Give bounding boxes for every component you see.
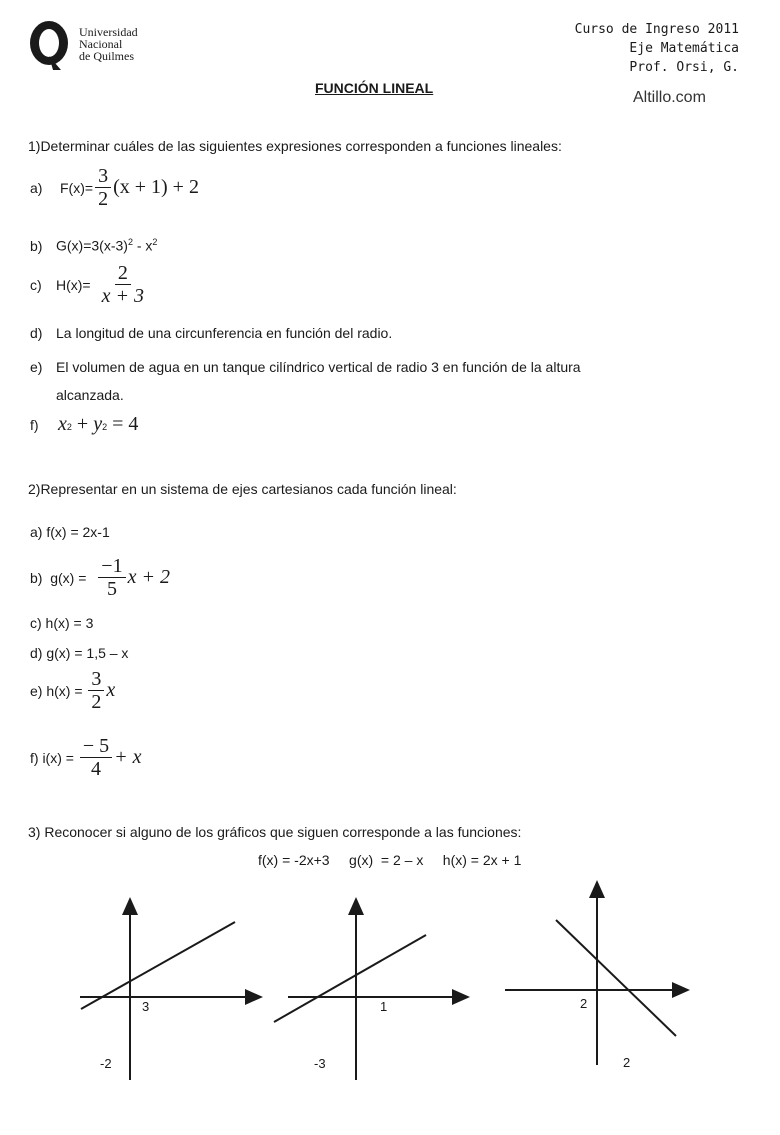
logo-line: de Quilmes <box>79 49 134 63</box>
q1-item-b <box>30 237 157 254</box>
q2-item-b <box>30 555 170 600</box>
var-y: y <box>93 413 103 435</box>
numerator: −1 <box>98 555 125 578</box>
numerator: 2 <box>115 262 131 285</box>
item-label: d) <box>30 325 43 341</box>
tick-label: -2 <box>100 1056 112 1071</box>
equals-four: = 4 <box>107 413 139 435</box>
tick-label: 3 <box>142 999 150 1014</box>
graph-2 <box>270 895 470 1085</box>
page-title: FUNCIÓN LINEAL <box>315 80 434 96</box>
exponent: 2 <box>127 237 133 247</box>
q2-prompt: 2)Representar en un sistema de ejes cartesianos cada función lineal: <box>28 481 457 497</box>
exponent: 2 <box>66 422 72 432</box>
fraction <box>80 735 112 780</box>
expr-rest: + x <box>114 746 142 768</box>
q2-item-d: d) g(x) = 1,5 – x <box>30 645 129 661</box>
professor-name: Prof. Orsi, G. <box>629 60 739 75</box>
logo-line: Universidad <box>79 25 138 39</box>
q1-item-f <box>30 413 138 436</box>
fraction <box>99 262 147 307</box>
q1-prompt: 1)Determinar cuáles de las siguientes expresiones corresponden a funciones lineales: <box>28 138 562 154</box>
item-label: c) <box>30 276 42 293</box>
q2-item-a: a) f(x) = 2x-1 <box>30 524 110 540</box>
fraction <box>98 555 125 600</box>
quilmes-logo-icon <box>27 18 73 73</box>
graph-1 <box>75 895 265 1085</box>
logo-line: Nacional <box>79 37 123 51</box>
item-text: El volumen de agua en un tanque cilíndrico vertical de radio 3 en función de la altura <box>56 359 581 375</box>
university-logo <box>27 18 177 73</box>
expr-rest: x + 2 <box>127 566 170 588</box>
denominator: 5 <box>106 578 117 600</box>
q3-prompt: 3) Reconocer si alguno de los gráficos que siguen corresponde a las funciones: <box>28 824 522 840</box>
q1-item-e <box>30 353 581 409</box>
expr-lhs: f) i(x) = <box>30 749 78 766</box>
expr-text: - x <box>132 237 153 254</box>
expr-lhs: F(x)= <box>60 179 94 196</box>
plus-sign: + <box>71 413 94 435</box>
item-label: a) <box>30 179 43 196</box>
function-line <box>556 920 676 1036</box>
tick-label: 2 <box>580 996 588 1011</box>
fraction <box>88 668 104 713</box>
expr-rest: x <box>106 679 116 701</box>
expr-rest: (x + 1) + 2 <box>113 176 199 198</box>
item-label: f) <box>30 417 39 433</box>
course-name: Curso de Ingreso 2011 <box>574 22 739 37</box>
q1-item-d <box>30 325 392 341</box>
denominator: x + 3 <box>101 285 144 307</box>
expr-lhs: e) h(x) = <box>30 682 87 699</box>
tick-label: 1 <box>380 999 388 1014</box>
q2-item-e <box>30 668 115 713</box>
numerator: 3 <box>88 668 104 691</box>
item-text: La longitud de una circunferencia en función del radio. <box>56 325 393 341</box>
subject-name: Eje Matemática <box>629 41 739 56</box>
exponent: 2 <box>102 422 108 432</box>
tick-label: -3 <box>314 1056 326 1071</box>
q1-item-a <box>30 165 199 210</box>
expr-text: G(x)=3(x-3) <box>56 237 128 254</box>
exponent: 2 <box>152 237 158 247</box>
expr-lhs: H(x)= <box>56 276 91 293</box>
course-info <box>575 20 739 77</box>
item-label: b) <box>30 237 43 254</box>
denominator: 4 <box>90 758 101 780</box>
function-line <box>274 935 426 1022</box>
function-line <box>81 922 235 1009</box>
denominator: 2 <box>91 691 102 713</box>
tick-label: 2 <box>623 1055 631 1070</box>
numerator: 3 <box>95 165 111 188</box>
var-x: x <box>58 413 67 435</box>
q2-item-c: c) h(x) = 3 <box>30 615 94 631</box>
q2-item-f <box>30 735 142 780</box>
item-text: alcanzada. <box>56 387 124 403</box>
q1-item-c <box>30 262 149 307</box>
watermark: Altillo.com <box>633 89 706 106</box>
denominator: 2 <box>98 188 109 210</box>
numerator: − 5 <box>80 735 112 758</box>
expr-lhs: b) g(x) = <box>30 569 91 586</box>
graph-3 <box>500 880 690 1070</box>
q3-functions: f(x) = -2x+3 g(x) = 2 – x h(x) = 2x + 1 <box>258 852 522 868</box>
fraction <box>95 165 111 210</box>
item-label: e) <box>30 359 43 375</box>
